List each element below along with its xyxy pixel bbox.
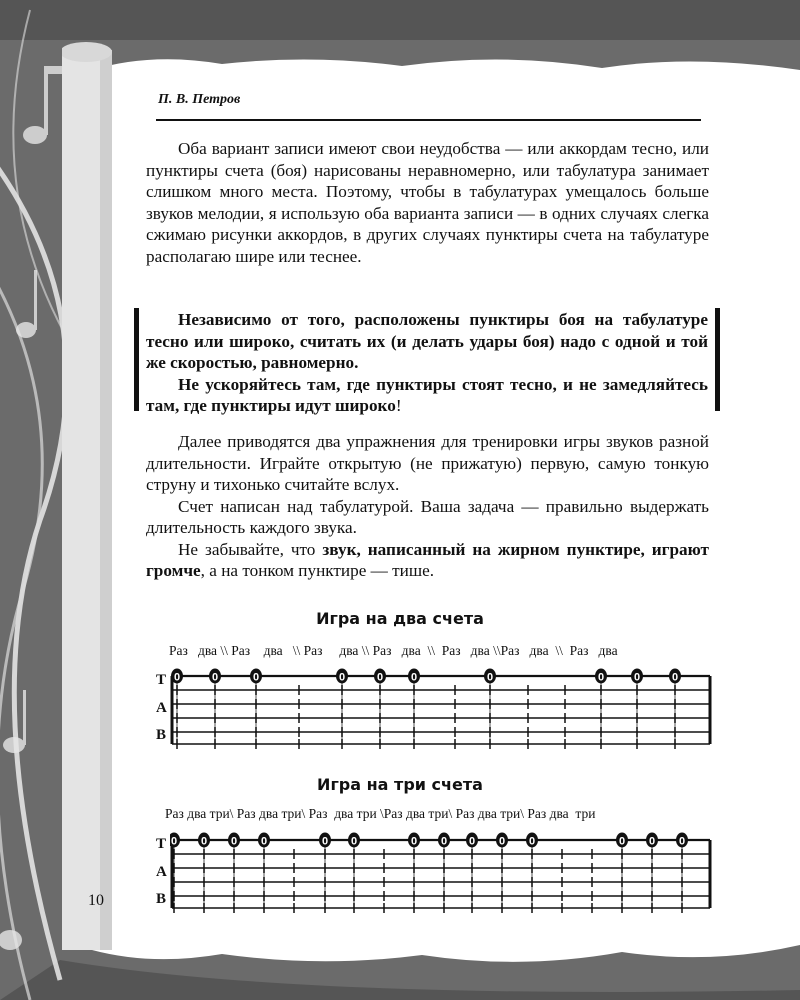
svg-text:0: 0 (486, 671, 494, 684)
exercise2-title: Игра на три счета (317, 775, 483, 794)
svg-text:0: 0 (376, 671, 384, 684)
exercise1-tab-letter-t: T (156, 672, 167, 688)
svg-text:0: 0 (173, 671, 181, 684)
exercise2-tab-letter-a: A (156, 864, 167, 880)
callout-left-bar (134, 308, 139, 411)
callout-right-bar (715, 308, 720, 411)
exercise1-counting: Раз два \\ Раз два \\ Раз два \\ Раз два \\ Раз два \\Раз два \\ Раз два (169, 643, 618, 658)
exercise1-tab-letter-b: B (156, 727, 167, 743)
svg-text:0: 0 (498, 835, 506, 848)
svg-text:0: 0 (528, 835, 536, 848)
svg-text:0: 0 (350, 835, 358, 848)
svg-text:0: 0 (170, 835, 178, 848)
exercise2-tab-letter-b: B (156, 891, 167, 907)
intro-paragraph: Оба вариант записи имеют свои неудобства — или аккордам тесно, или пунктиры счета (боя) нарисованы неравномерно, или табулатура занимает слишком много места. Поэтому, чтобы в табулатурах умещалось больше звуков мелодии, я использую оба варианта записи — в одних случаях слегка сжимаю рисунки аккордов, в других случаях пунктиры счета на табулатуре располагаю шире или теснее. (146, 139, 709, 266)
exercise1-title: Игра на два счета (316, 609, 484, 628)
header-author: П. В. Петров (158, 92, 241, 107)
callout-line2 (146, 374, 708, 417)
callout-line1: Независимо от того, расположены пунктиры боя на табулатуре тесно или широко, считать их (и делать удары боя) надо с одной и той же скоростью, равномерно. (146, 310, 708, 372)
svg-text:0: 0 (260, 835, 268, 848)
svg-text:0: 0 (211, 671, 219, 684)
exercise2-counting: Раз два три\ Раз два три\ Раз два три \Раз два три\ Раз два три\ Раз два три (165, 806, 596, 821)
loudness-paragraph: Не забывайте, что звук, написанный на жирном пунктире, играют громче, а на тонком пунктире — тише. (146, 539, 709, 580)
svg-text:0: 0 (648, 835, 656, 848)
svg-text:0: 0 (618, 835, 626, 848)
exercise-intro-block (146, 431, 709, 582)
intro-paragraph-block (146, 138, 709, 267)
svg-text:0: 0 (338, 671, 346, 684)
svg-text:0: 0 (468, 835, 476, 848)
loudness-bold: звук, написанный на жирном пунктире, играют громче (146, 539, 709, 580)
svg-text:0: 0 (252, 671, 260, 684)
task-paragraph: Счет написан над табулатурой. Ваша задача — правильно выдержать длительность каждого звука. (146, 496, 709, 537)
exercise1-tablature (170, 662, 715, 750)
svg-text:0: 0 (410, 671, 418, 684)
exercise2-tab-letter-t: T (156, 836, 167, 852)
svg-text:0: 0 (678, 835, 686, 848)
svg-text:0: 0 (230, 835, 238, 848)
svg-text:0: 0 (321, 835, 329, 848)
callout-line2-tail: ! (395, 396, 402, 415)
callout-box (134, 308, 720, 415)
exercise1-tab-letter-a: A (156, 700, 167, 716)
svg-text:0: 0 (633, 671, 641, 684)
svg-text:0: 0 (671, 671, 679, 684)
svg-text:0: 0 (200, 835, 208, 848)
svg-text:0: 0 (597, 671, 605, 684)
svg-text:0: 0 (440, 835, 448, 848)
exercise-intro-paragraph: Далее приводятся два упражнения для тренировки игры звуков разной длительности. Играйте открытую (не прижатую) первую, самую тонкую струну и тихонько считайте вслух. (146, 432, 709, 494)
exercise2-tablature (170, 826, 715, 914)
page-number: 10 (88, 892, 104, 909)
callout-line2-bold: Не ускоряйтесь там, где пунктиры стоят тесно, и не замедляйтесь там, где пунктиры идут широко (146, 374, 708, 415)
svg-text:0: 0 (410, 835, 418, 848)
header-rule (156, 119, 701, 121)
